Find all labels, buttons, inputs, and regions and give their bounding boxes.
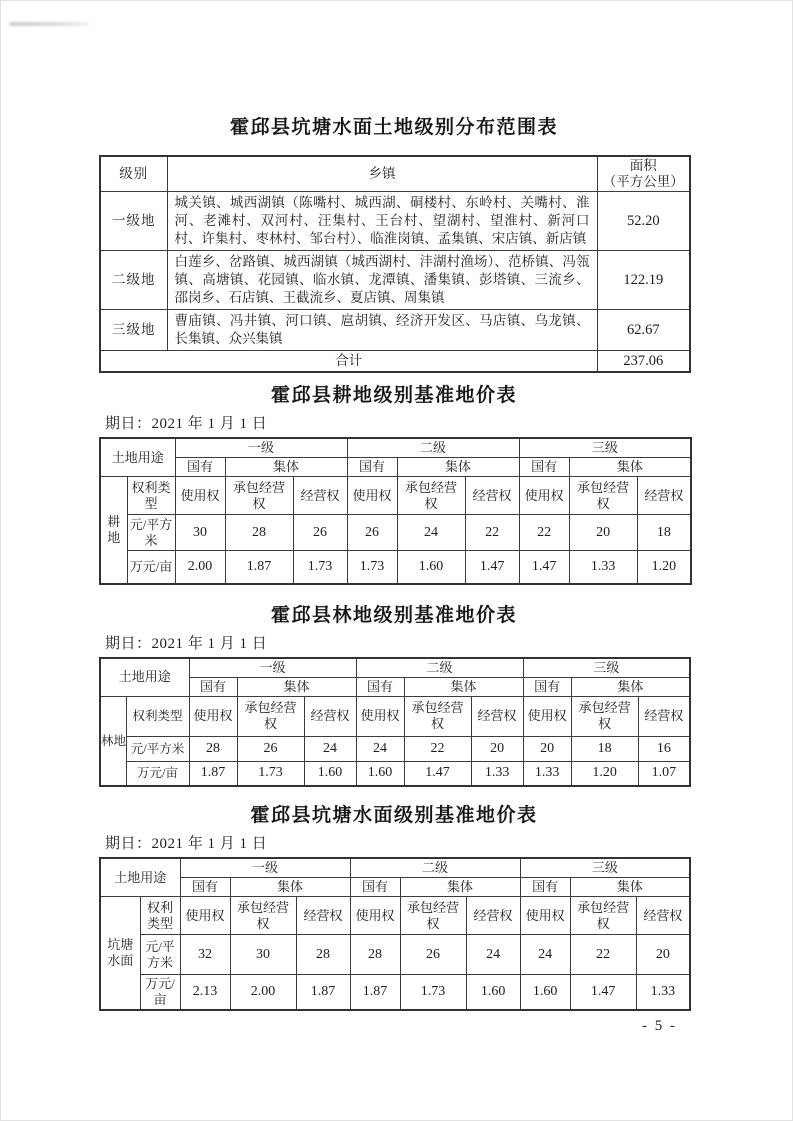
state-owned-header: 国有 [180, 878, 230, 897]
table-row [100, 551, 691, 584]
area-header-line2: （平方公里） [602, 174, 684, 189]
grade-cell: 二级地 [100, 251, 167, 310]
price-value: 1.60 [520, 975, 570, 1011]
state-owned-header: 国有 [519, 458, 569, 477]
table-row [100, 897, 690, 935]
unit-label: 万元/亩 [126, 761, 189, 786]
price-value: 16 [638, 736, 690, 761]
collective-header: 集体 [404, 677, 523, 696]
price-value: 20 [471, 736, 523, 761]
level-header: 一级 [175, 438, 347, 458]
price-value: 1.87 [189, 761, 237, 786]
level-header: 三级 [520, 858, 690, 878]
price-value: 20 [523, 736, 571, 761]
price-value: 18 [571, 736, 638, 761]
state-owned-header: 国有 [347, 458, 397, 477]
right-type-header: 经营权 [637, 477, 691, 515]
collective-header: 集体 [569, 458, 691, 477]
price-value: 28 [189, 736, 237, 761]
unit-label: 元/平方米 [126, 736, 189, 761]
price-table [99, 657, 691, 788]
page-number: - 5 - [642, 1018, 677, 1034]
price-value: 1.33 [471, 761, 523, 786]
price-value: 1.47 [570, 975, 636, 1011]
price-value: 26 [400, 935, 466, 975]
townships-cell: 城关镇、城西湖镇（陈嘴村、城西湖、硐楼村、东岭村、关嘴村、淮河、老滩村、双河村、汪集村、王台村、望湖村、望淮村、新河口村、许集村、枣林村、邹台村）、临淮岗镇、孟集镇、宋店镇、新店镇 [167, 192, 597, 251]
price-value: 18 [637, 515, 691, 551]
price-value: 26 [237, 736, 304, 761]
rights-type-row-label: 权利类型 [140, 897, 180, 935]
price-value: 1.07 [638, 761, 690, 786]
price-value: 24 [397, 515, 465, 551]
level-header: 三级 [519, 438, 691, 458]
collective-header: 集体 [397, 458, 519, 477]
right-type-header: 经营权 [636, 897, 690, 935]
price-value: 28 [350, 935, 400, 975]
table-row [100, 438, 691, 458]
collective-header: 集体 [570, 878, 690, 897]
right-type-header: 承包经营权 [397, 477, 465, 515]
date-line: 期日：2021 年 1 月 1 日 [105, 416, 268, 432]
price-value: 1.33 [569, 551, 637, 584]
price-value: 1.47 [519, 551, 569, 584]
price-value: 1.60 [356, 761, 404, 786]
area-column-header [597, 156, 690, 192]
price-value: 32 [180, 935, 230, 975]
right-type-header: 经营权 [638, 696, 690, 736]
land-type-label: 坑塘水面 [100, 897, 140, 1011]
unit-label: 万元/亩 [127, 551, 175, 584]
price-value: 1.87 [296, 975, 350, 1011]
right-type-header: 经营权 [293, 477, 347, 515]
level-header: 一级 [180, 858, 350, 878]
right-type-header: 经营权 [296, 897, 350, 935]
date-line: 期日：2021 年 1 月 1 日 [105, 635, 268, 652]
level-header: 一级 [189, 658, 356, 678]
price-value: 1.20 [571, 761, 638, 786]
table-row [100, 310, 690, 351]
grade-column-header: 级别 [100, 156, 167, 192]
collective-header: 集体 [225, 458, 347, 477]
land-use-corner-label: 土地用途 [100, 658, 189, 697]
price-table [99, 857, 691, 1011]
price-table-section [99, 803, 689, 1011]
price-value: 1.60 [466, 975, 520, 1011]
price-value: 30 [175, 515, 225, 551]
price-value: 24 [466, 935, 520, 975]
right-type-header: 承包经营权 [571, 696, 638, 736]
price-value: 1.33 [636, 975, 690, 1011]
right-type-header: 使用权 [189, 696, 237, 736]
right-type-header: 经营权 [465, 477, 519, 515]
table-row [100, 677, 690, 696]
state-owned-header: 国有 [175, 458, 225, 477]
price-tables [99, 383, 689, 1011]
unit-label: 元/平方米 [127, 515, 175, 551]
price-table-section [99, 383, 689, 585]
table-row [100, 761, 690, 786]
right-type-header: 承包经营权 [570, 897, 636, 935]
scan-smudge-artifact [9, 22, 89, 26]
price-table-section [99, 603, 689, 788]
state-owned-header: 国有 [189, 677, 237, 696]
land-type-label: 林地 [100, 696, 126, 786]
price-value: 28 [296, 935, 350, 975]
price-value: 22 [570, 935, 636, 975]
right-type-header: 承包经营权 [237, 696, 304, 736]
table-row [100, 515, 691, 551]
table-row [100, 858, 690, 878]
table-row [100, 192, 690, 251]
price-value: 1.47 [404, 761, 471, 786]
right-type-header: 承包经营权 [225, 477, 293, 515]
price-value: 1.73 [237, 761, 304, 786]
price-value: 2.00 [230, 975, 296, 1011]
total-label: 合计 [100, 351, 597, 373]
distribution-table [99, 155, 691, 373]
right-type-header: 使用权 [520, 897, 570, 935]
table-row [100, 658, 690, 678]
price-table-title: 霍邱县坑塘水面级别基准地价表 [250, 805, 538, 826]
right-type-header: 经营权 [304, 696, 356, 736]
grade-cell: 三级地 [100, 310, 167, 351]
price-value: 2.00 [175, 551, 225, 584]
price-value: 2.13 [180, 975, 230, 1011]
area-cell: 122.19 [597, 251, 690, 310]
level-header: 二级 [347, 438, 519, 458]
price-value: 22 [519, 515, 569, 551]
collective-header: 集体 [230, 878, 350, 897]
unit-label: 万元/亩 [140, 975, 180, 1011]
price-table [99, 437, 692, 585]
distribution-table-title: 霍邱县坑塘水面土地级别分布范围表 [229, 117, 558, 138]
price-value: 1.60 [304, 761, 356, 786]
collective-header: 集体 [237, 677, 356, 696]
grade-cell: 一级地 [100, 192, 167, 251]
price-value: 24 [356, 736, 404, 761]
price-value: 1.47 [465, 551, 519, 584]
date-line: 期日：2021 年 1 月 1 日 [105, 836, 268, 852]
price-value: 20 [569, 515, 637, 551]
right-type-header: 经营权 [471, 696, 523, 736]
level-header: 三级 [523, 658, 690, 678]
right-type-header: 使用权 [175, 477, 225, 515]
area-cell: 62.67 [597, 310, 690, 351]
price-value: 1.33 [523, 761, 571, 786]
right-type-header: 承包经营权 [404, 696, 471, 736]
table-row [100, 477, 691, 515]
land-use-corner-label: 土地用途 [100, 438, 175, 477]
price-value: 1.87 [350, 975, 400, 1011]
price-value: 26 [293, 515, 347, 551]
state-owned-header: 国有 [523, 677, 571, 696]
collective-header: 集体 [571, 677, 690, 696]
area-cell: 52.20 [597, 192, 690, 251]
table-row [100, 935, 690, 975]
right-type-header: 使用权 [523, 696, 571, 736]
rights-type-row-label: 权利类型 [127, 477, 175, 515]
price-value: 22 [465, 515, 519, 551]
state-owned-header: 国有 [356, 677, 404, 696]
price-table-title: 霍邱县林地级别基准地价表 [270, 604, 517, 626]
table-row [100, 251, 690, 310]
price-value: 24 [304, 736, 356, 761]
land-use-corner-label: 土地用途 [100, 858, 180, 897]
area-header-line1: 面积 [629, 158, 657, 173]
document-content [99, 1, 689, 1035]
right-type-header: 使用权 [519, 477, 569, 515]
right-type-header: 经营权 [466, 897, 520, 935]
price-value: 24 [520, 935, 570, 975]
price-value: 1.20 [637, 551, 691, 584]
total-row [100, 351, 690, 373]
right-type-header: 使用权 [350, 897, 400, 935]
level-header: 二级 [356, 658, 523, 678]
township-column-header: 乡镇 [167, 156, 597, 192]
townships-cell: 曹庙镇、冯井镇、河口镇、扈胡镇、经济开发区、马店镇、乌龙镇、长集镇、众兴集镇 [167, 310, 597, 351]
price-value: 1.60 [397, 551, 465, 584]
table-row [100, 736, 690, 761]
state-owned-header: 国有 [520, 878, 570, 897]
land-type-label: 耕地 [100, 477, 127, 584]
price-value: 26 [347, 515, 397, 551]
total-area: 237.06 [597, 351, 690, 373]
price-value: 1.73 [400, 975, 466, 1011]
state-owned-header: 国有 [350, 878, 400, 897]
unit-label: 元/平方米 [140, 935, 180, 975]
table-row [100, 975, 690, 1011]
price-table-title: 霍邱县耕地级别基准地价表 [270, 385, 517, 406]
price-value: 22 [404, 736, 471, 761]
price-value: 28 [225, 515, 293, 551]
townships-cell: 白莲乡、岔路镇、城西湖镇（城西湖村、沣湖村渔场）、范桥镇、冯瓴镇、高塘镇、花园镇、临水镇、龙潭镇、潘集镇、彭塔镇、三流乡、邵岗乡、石店镇、王截流乡、夏店镇、周集镇 [167, 251, 597, 310]
right-type-header: 承包经营权 [400, 897, 466, 935]
table-row [100, 878, 690, 897]
table-row [100, 696, 690, 736]
right-type-header: 承包经营权 [230, 897, 296, 935]
price-value: 20 [636, 935, 690, 975]
right-type-header: 使用权 [347, 477, 397, 515]
price-value: 1.73 [293, 551, 347, 584]
price-value: 1.73 [347, 551, 397, 584]
collective-header: 集体 [400, 878, 520, 897]
rights-type-row-label: 权利类型 [126, 696, 189, 736]
level-header: 二级 [350, 858, 520, 878]
right-type-header: 使用权 [180, 897, 230, 935]
table-row [100, 458, 691, 477]
price-value: 30 [230, 935, 296, 975]
price-value: 1.87 [225, 551, 293, 584]
right-type-header: 承包经营权 [569, 477, 637, 515]
right-type-header: 使用权 [356, 696, 404, 736]
